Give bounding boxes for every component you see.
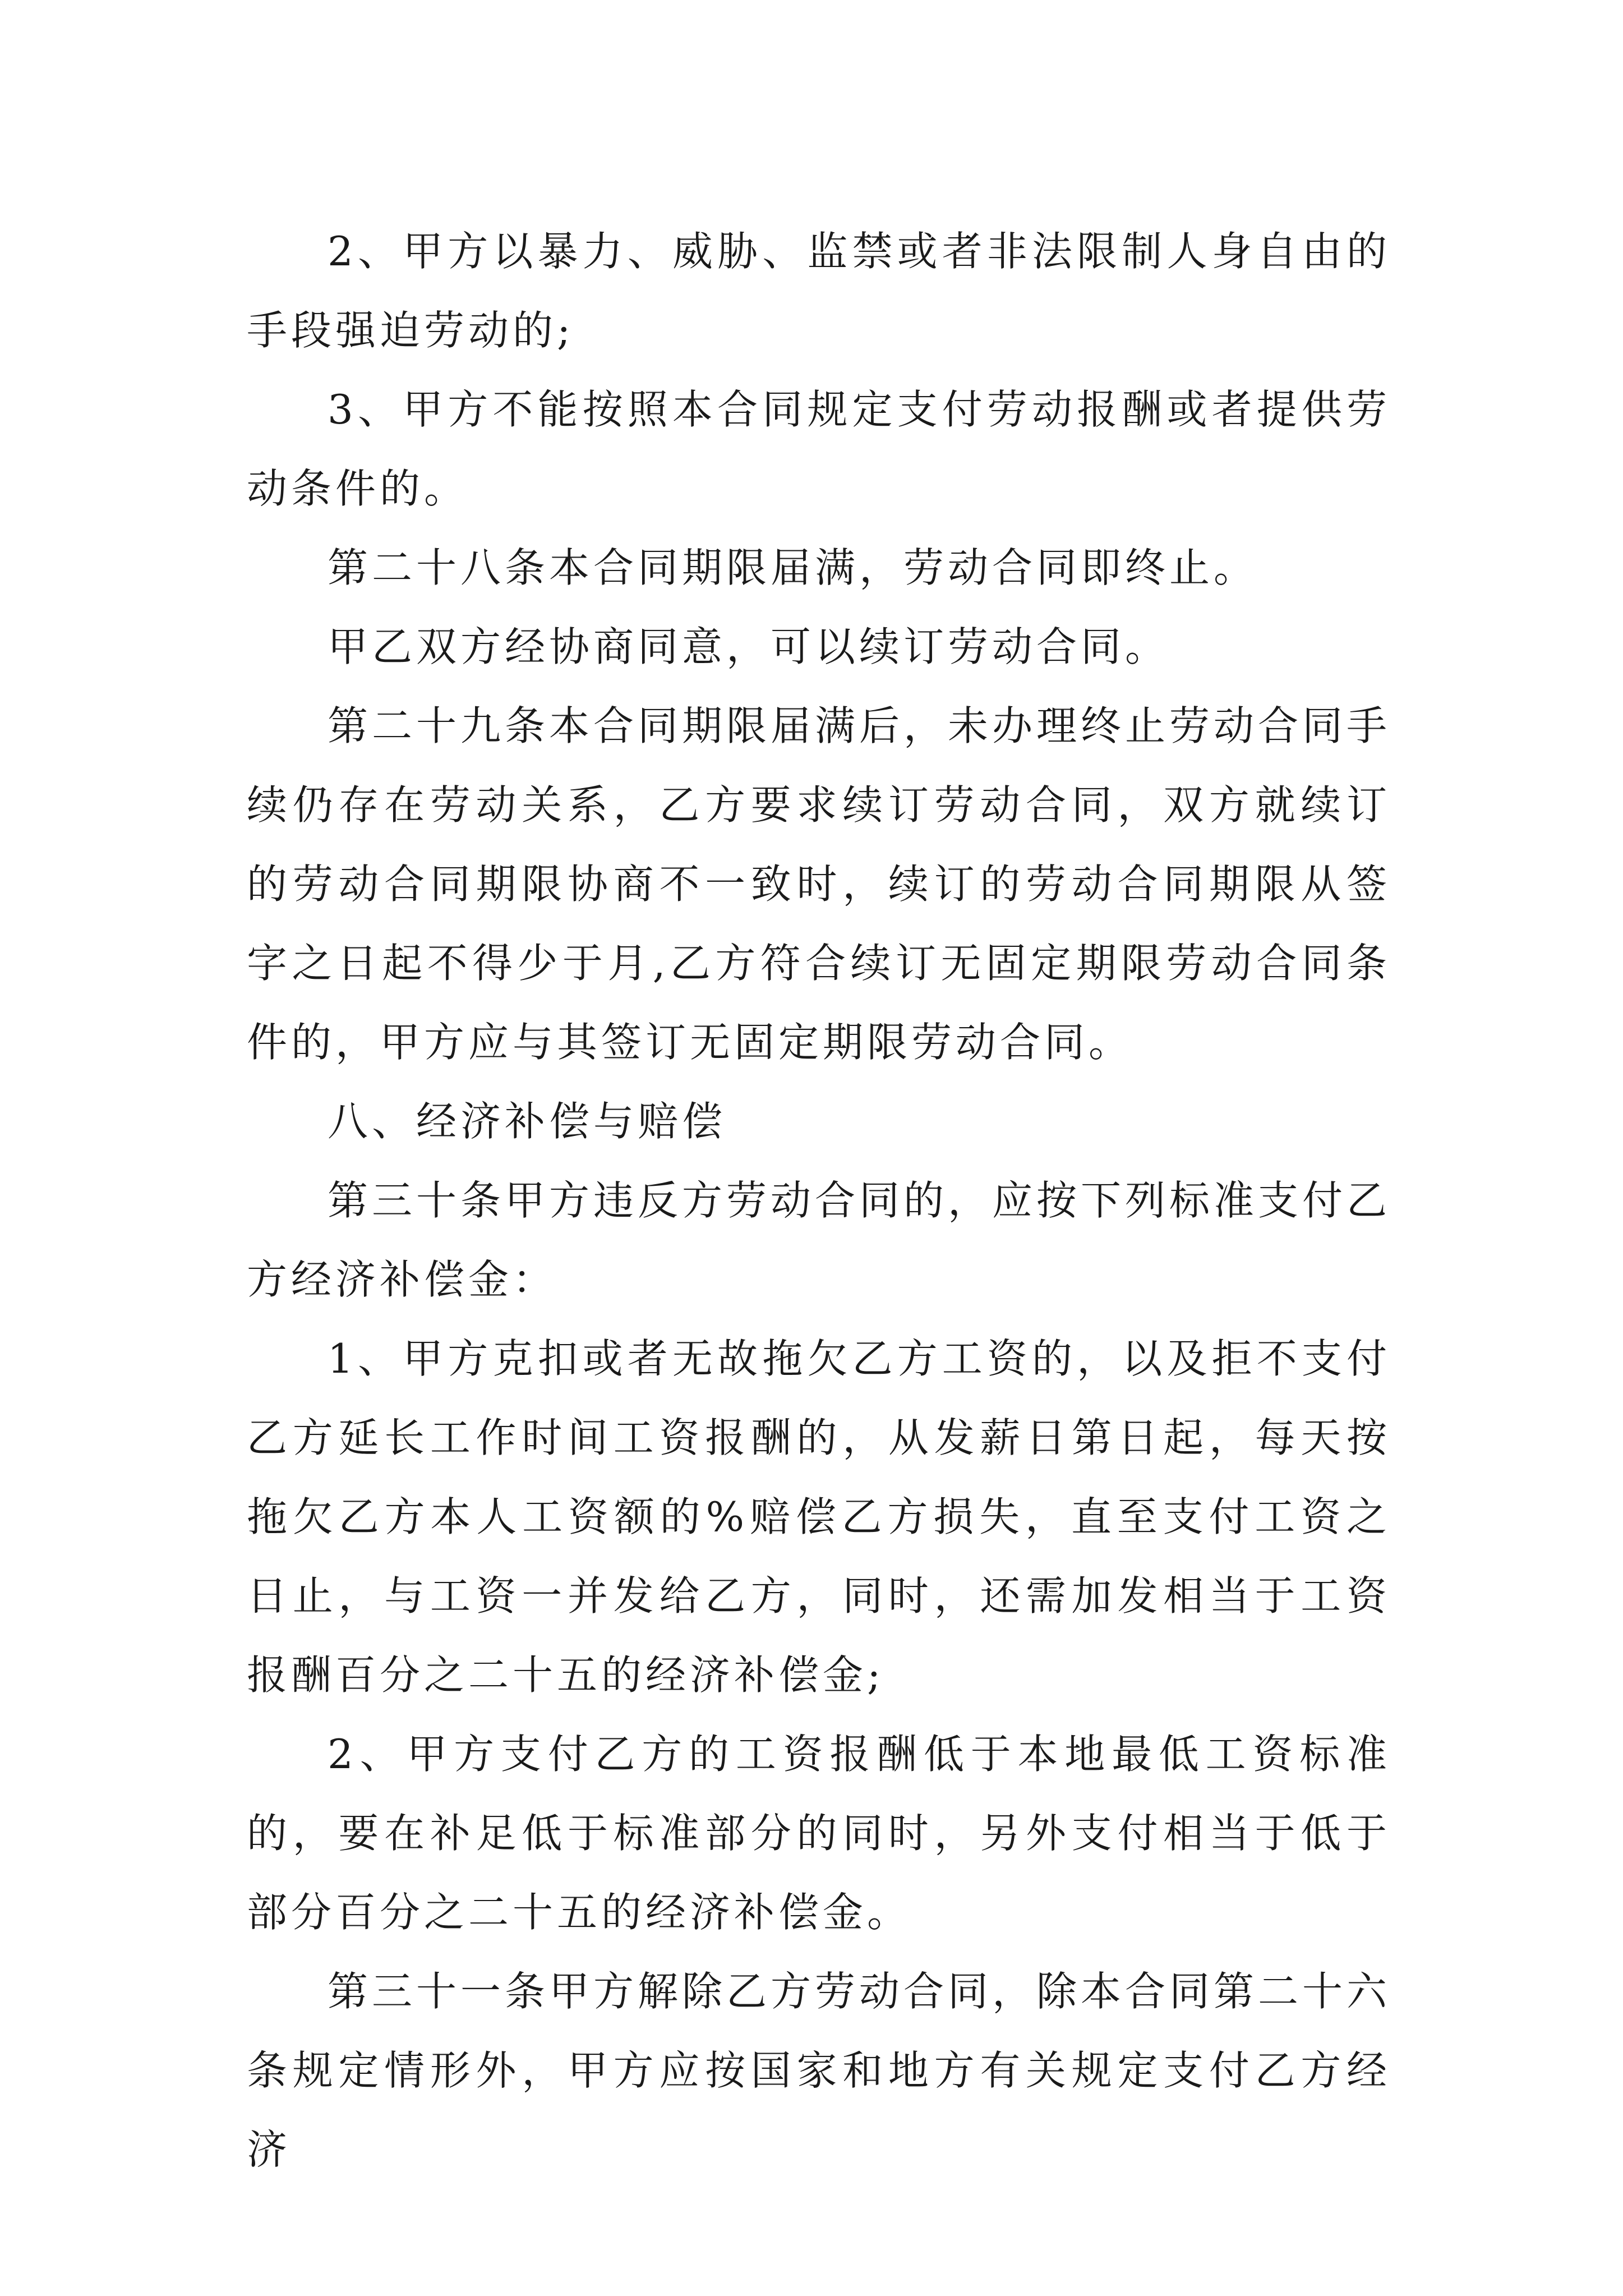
paragraph-article-31: 第三十一条甲方解除乙方劳动合同，除本合同第二十六条规定情形外，甲方应按国家和地方有关规定支付乙方经济 [247,1968,1391,2173]
paragraph-clause-1-wage-arrears: 1、甲方克扣或者无故拖欠乙方工资的，以及拒不支付乙方延长工作时间工资报酬的，从发薪日第日起，每天按拖欠乙方本人工资额的%赔偿乙方损失，直至支付工资之日止，与工资一并发给乙方，同时，还需加发相当于工资报酬百分之二十五的经济补偿金; [247,1335,1391,1699]
section-heading-compensation: 八、经济补偿与赔偿 [328,1098,727,1145]
contract-body-text [247,212,1391,2189]
paragraph-article-30: 第三十条甲方违反方劳动合同的，应按下列标准支付乙方经济补偿金： [247,1177,1391,1303]
paragraph-renewal-agreement: 甲乙双方经协商同意，可以续订劳动合同。 [328,623,1170,670]
paragraph-clause-3-payment: 3、甲方不能按照本合同规定支付劳动报酬或者提供劳动条件的。 [247,386,1391,512]
paragraph-article-28: 第二十八条本合同期限届满，劳动合同即终止。 [328,544,1258,591]
paragraph-clause-2-violence: 2、甲方以暴力、威胁、监禁或者非法限制人身自由的手段强迫劳动的; [247,228,1391,354]
paragraph-clause-2-minimum-wage: 2、甲方支付乙方的工资报酬低于本地最低工资标准的，要在补足低于标准部分的同时，另外支付相当于低于部分百分之二十五的经济补偿金。 [247,1731,1391,1936]
paragraph-article-29: 第二十九条本合同期限届满后，未办理终止劳动合同手续仍存在劳动关系，乙方要求续订劳动合同，双方就续订的劳动合同期限协商不一致时，续订的劳动合同期限从签字之日起不得少于月,乙方符合续订无固定期限劳动合同条件的，甲方应与其签订无固定期限劳动合同。 [247,702,1391,1066]
